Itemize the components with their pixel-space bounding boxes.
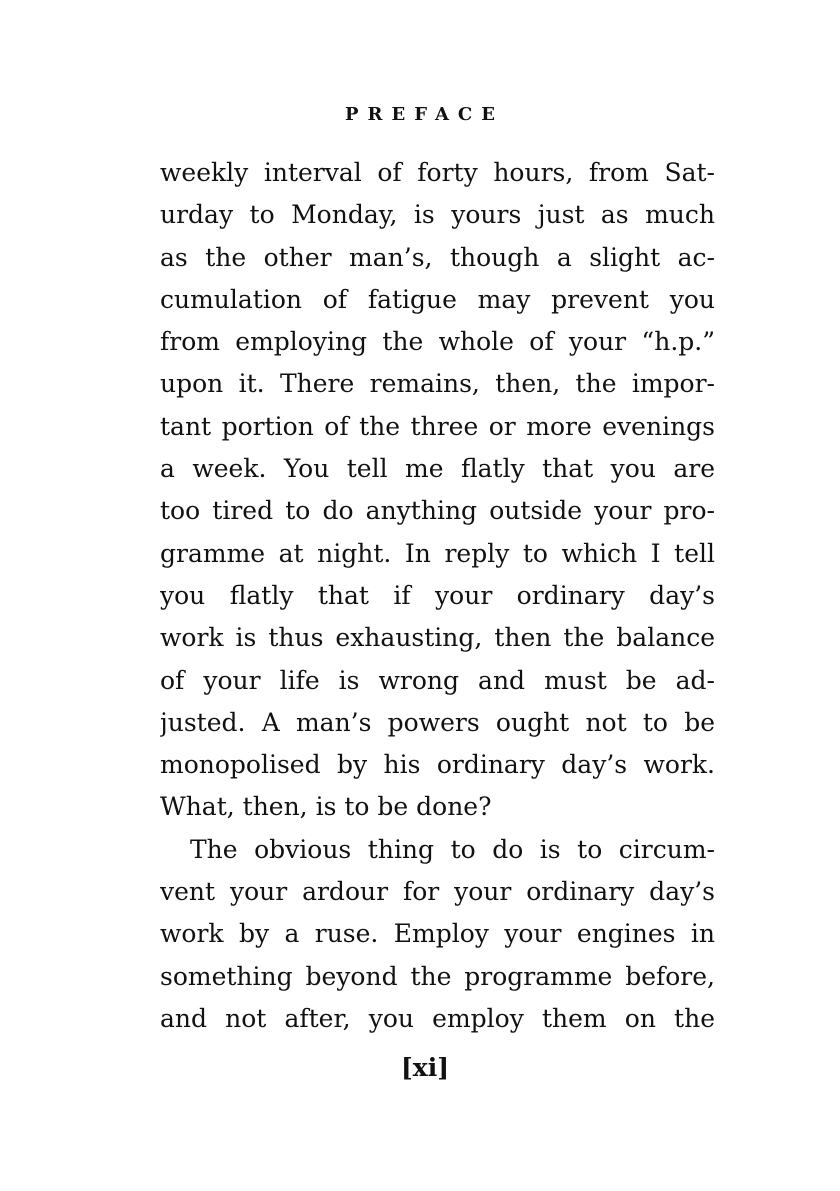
text-line: tant portion of the three or more evenings (160, 411, 715, 441)
text-line: a week. You tell me flatly that you are (160, 454, 715, 484)
text-line: work is thus exhausting, then the balance (160, 623, 715, 653)
text-line: justed. A man’s powers ought not to be (160, 707, 715, 737)
text-line: monopolised by his ordinary day’s work. (160, 750, 715, 780)
text-line: of your life is wrong and must be ad‑ (160, 665, 715, 695)
text-line: as the other man’s, though a slight ac‑ (160, 242, 715, 272)
text-line: work by a ruse. Employ your engines in (160, 919, 715, 949)
text-line: urday to Monday, is yours just as much (160, 200, 715, 230)
text-line: too tired to do anything outside your pro‑ (160, 496, 715, 526)
running-head: PREFACE (345, 104, 504, 125)
text-line: you flatly that if your ordinary day’s (160, 580, 715, 610)
text-line: weekly interval of forty hours, from Sat‑ (160, 158, 715, 187)
body-text (160, 152, 715, 1040)
text-line: from employing the whole of your “h.p.” (160, 327, 715, 357)
text-line: upon it. There remains, then, the impor‑ (160, 369, 715, 399)
text-line: What, then, is to be done? (160, 792, 492, 822)
page-number: [xi] (400, 1053, 450, 1082)
text-line: gramme at night. In reply to which I tell (160, 538, 715, 568)
text-line: and not after, you employ them on the (160, 1003, 715, 1033)
paragraph-first-line: The obvious thing to do is to circum‑ (190, 834, 715, 864)
text-line: something beyond the programme before, (160, 961, 715, 991)
text-line: vent your ardour for your ordinary day’s (160, 877, 715, 907)
text-line: cumulation of fatigue may prevent you (160, 284, 715, 314)
